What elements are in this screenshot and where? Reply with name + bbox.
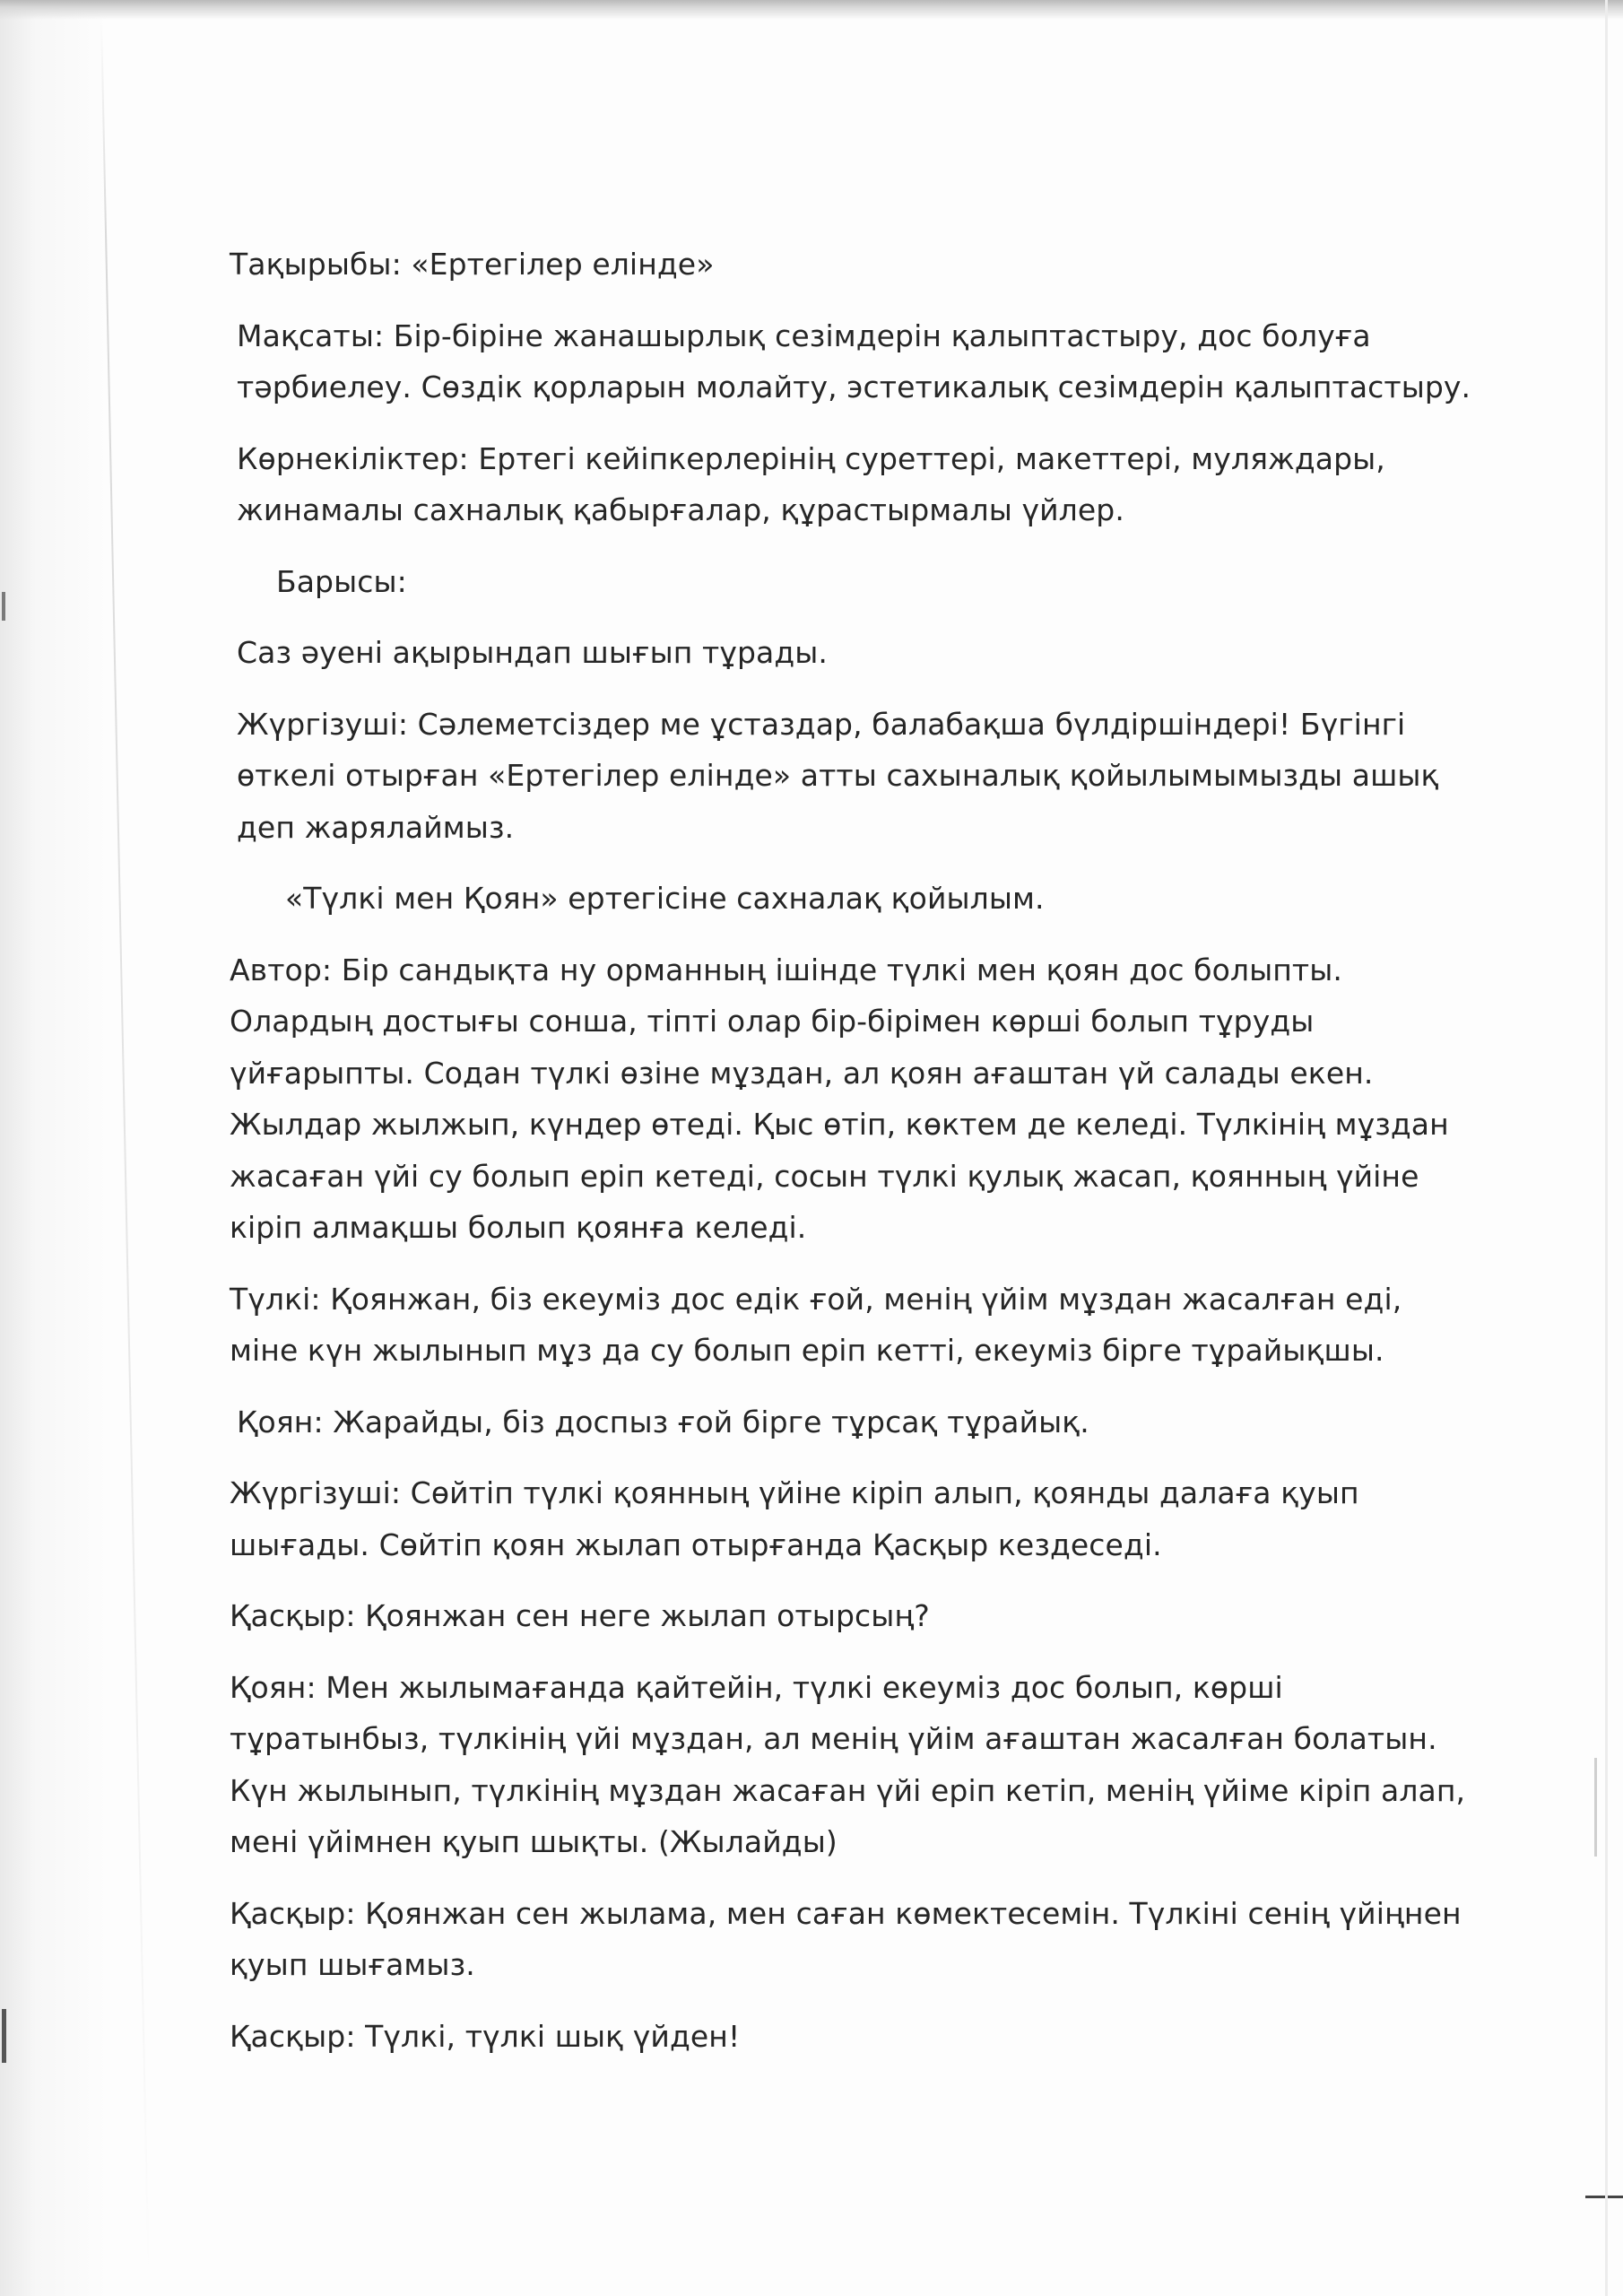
procedure-heading: Барысы: <box>276 563 407 599</box>
topic-line: Тақырыбы: «Ертегілер елінде» <box>230 247 715 282</box>
document-body <box>230 239 1521 2082</box>
scan-artifact-mark <box>1594 1758 1597 1857</box>
page-right-edge <box>1605 0 1608 2296</box>
wolf-line: Қасқыр: Қоянжан сен неге жылап отырсың? <box>230 1598 930 1633</box>
scan-artifact-mark <box>2 2009 6 2063</box>
page-fold-line <box>100 18 150 2277</box>
fox-line: Түлкі: Қоянжан, біз екеуміз дос едік ғой, менің үйім мұздан жасалған еді, міне күн жылынып мұз да су болып еріп кетті, екеуміз бірге тұрайықшы. <box>230 1281 1402 1368</box>
author-narration: Автор: Бір сандықта ну орманның ішінде түлкі мен қоян дос болыпты. Олардың достығы сонша, тіпті олар бір-бірімен көрші болып тұруды үйғарыпты. Содан түлкі өзіне мұздан, ал қоян ағаштан үй салады екен. Жылдар жылжып, күндер өтеді. Қыс өтіп, көктем де келеді. Түлкінің мұздан жасаған үйі су болып еріп кетеді, сосын түлкі қулық жасап, қоянның үйіне кіріп алмақшы болып қоянға келеді. <box>230 952 1449 1245</box>
visual-aids-paragraph: Көрнекіліктер: Ертегі кейіпкерлерінің суреттері, макеттері, муляждары, жинамалы сахналық қабырғалар, құрастырмалы үйлер. <box>237 440 1385 527</box>
page-left-shading <box>0 0 108 2296</box>
page-top-shadow <box>0 0 1623 20</box>
goal-paragraph: Мақсаты: Бір-біріне жанашырлық сезімдерін қалыптастыру, дос болуға тәрбиелеу. Сөздік қорларын молайту, эстетикалық сезімдерін қалыптастыру. <box>237 317 1471 404</box>
wolf-command: Қасқыр: Түлкі, түлкі шық үйден! <box>230 2018 741 2054</box>
presenter-narration: Жүргізуші: Сөйтіп түлкі қоянның үйіне кіріп алып, қоянды далаға қуып шығады. Сөйтіп қоян жылап отырғанда Қасқыр кездеседі. <box>230 1475 1359 1562</box>
hare-line: Қоян: Жарайды, біз доспыз ғой бірге тұрсақ тұрайық. <box>237 1404 1089 1439</box>
hare-reply: Қоян: Мен жылымағанда қайтейін, түлкі екеуміз дос болып, көрші тұратынбыз, түлкінің үйі мұздан, ал менің үйім ағаштан жасалған болатын. Күн жылынып, түлкінің мұздан жасаған үйі еріп кетіп, менің үйіме кіріп алап, мені үйімнен қуып шықты. (Жылайды) <box>230 1669 1466 1859</box>
wolf-reply: Қасқыр: Қоянжан сен жылама, мен саған көмектесемін. Түлкіні сенің үйіңнен қуып шығамыз. <box>230 1895 1462 1982</box>
music-note: Саз әуені ақырындап шығып тұрады. <box>237 635 828 670</box>
scan-artifact-mark <box>2 592 5 621</box>
presenter-intro: Жүргізуші: Сәлеметсіздер ме ұстаздар, балабақша бүлдіршіндері! Бүгінгі өткелі отырған «Ертегілер елінде» атты сахыналық қойылымымызды ашық деп жарялаймыз. <box>237 706 1439 845</box>
play-title: «Түлкі мен Қоян» ертегісіне сахналақ қойылым. <box>285 881 1045 916</box>
scan-artifact-mark <box>1585 2196 1623 2198</box>
